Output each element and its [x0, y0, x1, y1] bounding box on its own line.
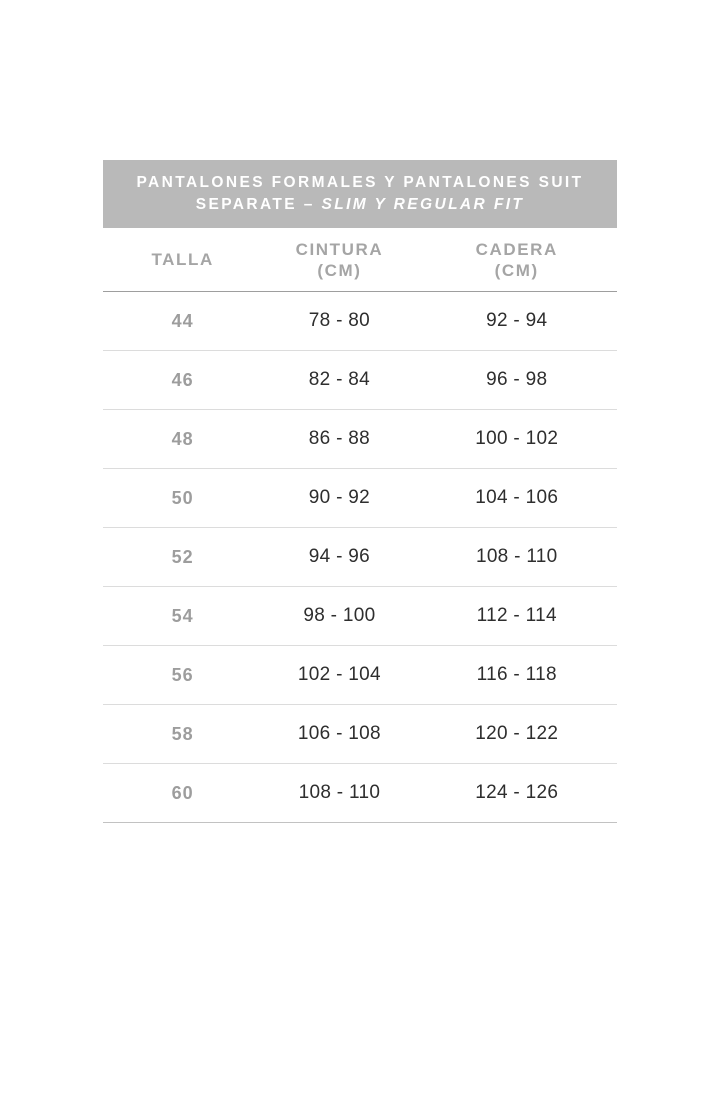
banner-title-line2-regular: SEPARATE –: [195, 196, 322, 213]
waist-cell: 98 - 100: [303, 605, 376, 626]
column-header-cadera-sub: (CM): [494, 260, 539, 280]
hip-cell: 96 - 98: [486, 369, 548, 390]
waist-cell: 78 - 80: [308, 310, 371, 331]
column-header-cintura: [262, 228, 416, 291]
table-row: [103, 292, 617, 351]
waist-cell: 90 - 92: [308, 487, 371, 508]
table-row: [103, 351, 617, 410]
table-row: [103, 764, 617, 823]
table-row: [103, 528, 617, 587]
column-header-cadera-label: CADERA: [475, 239, 558, 259]
banner-title-line2-italic: SLIM Y REGULAR FIT: [321, 196, 525, 213]
column-header-talla-label: TALLA: [151, 250, 214, 269]
table-row: [103, 587, 617, 646]
table-row: [103, 705, 617, 764]
size-guide-page: [0, 160, 720, 823]
size-table: [103, 228, 617, 823]
waist-cell: 106 - 108: [297, 723, 381, 744]
waist-cell: 94 - 96: [308, 546, 371, 567]
hip-cell: 124 - 126: [475, 782, 559, 803]
table-row: [103, 410, 617, 469]
waist-cell: 86 - 88: [308, 428, 371, 449]
hip-cell: 100 - 102: [475, 428, 559, 449]
size-cell: 50: [171, 487, 194, 508]
column-header-cintura-sub: (CM): [317, 260, 362, 280]
hip-cell: 104 - 106: [475, 487, 559, 508]
size-cell: 46: [171, 369, 194, 390]
column-header-talla: [103, 228, 262, 291]
waist-cell: 82 - 84: [308, 369, 371, 390]
banner-title-line1: PANTALONES FORMALES Y PANTALONES SUIT: [136, 174, 584, 191]
size-cell: 60: [171, 782, 194, 803]
hip-cell: 112 - 114: [476, 605, 557, 626]
size-table-header-row: [103, 228, 617, 292]
size-cell: 54: [171, 605, 194, 626]
size-cell: 44: [171, 310, 194, 331]
hip-cell: 108 - 110: [475, 546, 558, 567]
column-header-cadera: [417, 228, 617, 291]
size-cell: 48: [171, 428, 194, 449]
table-row: [103, 469, 617, 528]
size-cell: 58: [171, 723, 194, 744]
size-chart-title-banner: [103, 160, 617, 228]
waist-cell: 102 - 104: [297, 664, 381, 685]
table-row: [103, 646, 617, 705]
hip-cell: 120 - 122: [475, 723, 559, 744]
hip-cell: 116 - 118: [476, 664, 557, 685]
waist-cell: 108 - 110: [298, 782, 381, 803]
column-header-cintura-label: CINTURA: [295, 239, 384, 259]
size-cell: 56: [171, 664, 194, 685]
banner-title-line2: [196, 194, 525, 216]
size-cell: 52: [171, 546, 194, 567]
hip-cell: 92 - 94: [486, 310, 548, 331]
